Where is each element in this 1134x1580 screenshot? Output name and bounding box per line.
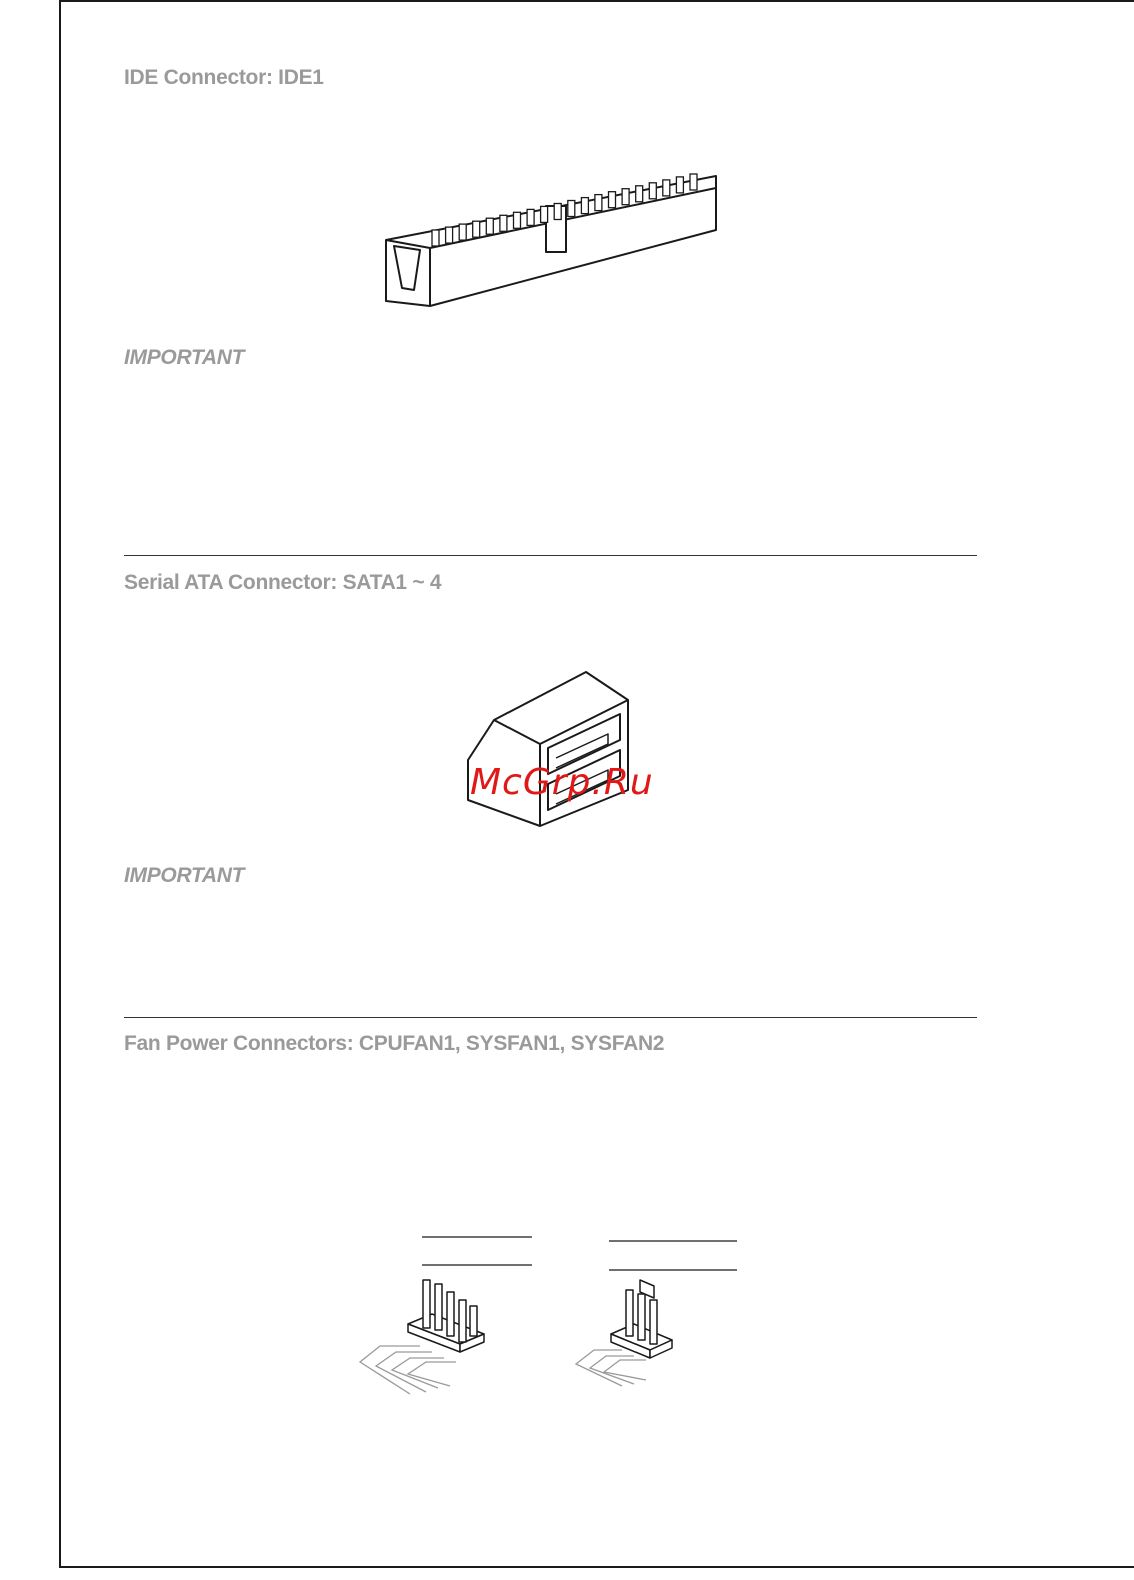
ide-important-label: IMPORTANT	[124, 346, 245, 369]
sata-heading: Serial ATA Connector: SATA1 ~ 4	[124, 571, 442, 594]
page-border-bottom	[60, 1566, 1134, 1568]
ide-heading: IDE Connector: IDE1	[124, 66, 324, 89]
watermark: McGrp.Ru	[470, 762, 654, 803]
fan-heading: Fan Power Connectors: CPUFAN1, SYSFAN1, SYSFAN2	[124, 1032, 665, 1055]
sata-important-label: IMPORTANT	[124, 864, 245, 887]
